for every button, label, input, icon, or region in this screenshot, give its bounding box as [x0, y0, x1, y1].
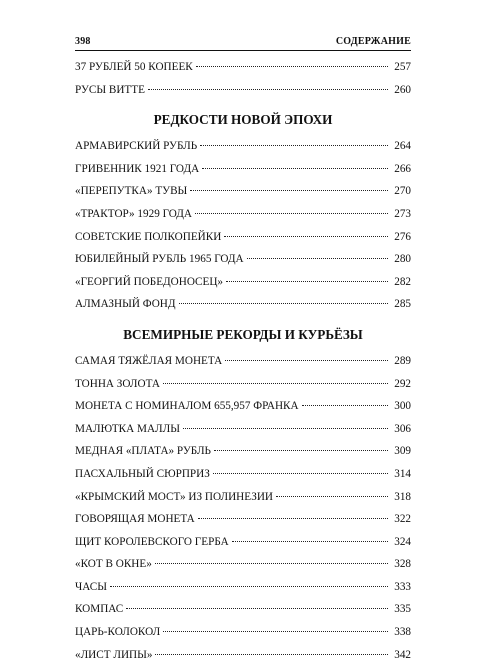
toc-entry [75, 158, 411, 181]
toc-entry-page: 328 [394, 558, 411, 571]
dot-leader [163, 383, 388, 384]
toc-entry [75, 135, 411, 158]
toc-entry-title: МАЛЮТКА МАЛЛЫ [75, 422, 180, 435]
toc-entry-title: «ГЕОРГИЙ ПОБЕДОНОСЕЦ» [75, 275, 224, 288]
toc-entry-title: «ПЕРЕПУТКА» ТУВЫ [75, 185, 188, 198]
toc-entry [75, 373, 411, 396]
toc-entry-page: 273 [394, 207, 411, 220]
toc-entry [75, 531, 411, 554]
toc-entry-page: 338 [394, 626, 411, 639]
toc-entry [75, 576, 411, 599]
toc-entry [75, 293, 411, 316]
toc-entry-page: 322 [394, 513, 411, 526]
dot-leader [163, 631, 388, 632]
dot-leader [148, 89, 388, 90]
toc-entry [75, 621, 411, 644]
dot-leader [155, 654, 388, 655]
toc-entry-page: 285 [394, 298, 411, 311]
toc-entry [75, 553, 411, 576]
dot-leader [200, 145, 388, 146]
dot-leader [225, 360, 388, 361]
toc-entry-page: 280 [394, 253, 411, 266]
toc-entry-title: ГРИВЕННИК 1921 ГОДА [75, 162, 200, 175]
dot-leader [183, 428, 388, 429]
toc-entry [75, 508, 411, 531]
toc-entry-title: РУСЫ ВИТТЕ [75, 83, 145, 96]
table-of-contents [75, 56, 411, 666]
toc-entry-page: 318 [394, 490, 411, 503]
toc-entry-title: СОВЕТСКИЕ ПОЛКОПЕЙКИ [75, 230, 222, 243]
dot-leader [302, 405, 388, 406]
toc-entry [75, 248, 411, 271]
toc-entry-title: «ЛИСТ ЛИПЫ» [75, 648, 153, 661]
toc-entry-title: АРМАВИРСКИЙ РУБЛЬ [75, 140, 198, 153]
running-title: СОДЕРЖАНИЕ [335, 36, 411, 47]
toc-entry-title: 37 РУБЛЕЙ 50 КОПЕЕК [75, 61, 193, 73]
dot-leader [196, 66, 388, 67]
dot-leader [179, 303, 389, 304]
toc-entry-title: «ТРАКТОР» 1929 ГОДА [75, 207, 193, 220]
toc-entry [75, 644, 411, 666]
toc-entry-page: 264 [394, 140, 411, 153]
toc-entry-page: 276 [394, 230, 411, 243]
toc-entry-page: 309 [394, 445, 411, 458]
toc-entry-title: ЮБИЛЕЙНЫЙ РУБЛЬ 1965 ГОДА [75, 253, 244, 266]
section-heading: РЕДКОСТИ НОВОЙ ЭПОХИ [153, 112, 333, 128]
toc-entry-title: ЩИТ КОРОЛЕВСКОГО ГЕРБА [75, 535, 229, 548]
toc-entry-page: 282 [394, 275, 411, 288]
toc-entry [75, 180, 411, 203]
dot-leader [224, 236, 388, 237]
toc-entry-title: ГОВОРЯЩАЯ МОНЕТА [75, 513, 195, 526]
dot-leader [126, 608, 388, 609]
dot-leader [202, 168, 388, 169]
toc-entry-page: 314 [394, 467, 411, 480]
toc-entry-title: АЛМАЗНЫЙ ФОНД [75, 298, 176, 311]
toc-entry-page: 270 [394, 185, 411, 198]
toc-entry-page: 342 [394, 648, 411, 661]
toc-entry-title: КОМПАС [75, 603, 124, 616]
dot-leader [198, 518, 388, 519]
toc-entry [75, 350, 411, 373]
toc-entry-title: ПАСХАЛЬНЫЙ СЮРПРИЗ [75, 467, 210, 480]
toc-entry [75, 440, 411, 463]
toc-entry-title: ТОННА ЗОЛОТА [75, 377, 160, 390]
toc-entry-page: 324 [394, 535, 411, 548]
dot-leader [110, 586, 388, 587]
page-header [75, 36, 411, 47]
dot-leader [190, 190, 388, 191]
dot-leader [214, 450, 388, 451]
toc-entry-title: «КРЫМСКИЙ МОСТ» ИЗ ПОЛИНЕЗИИ [75, 490, 273, 503]
toc-entry [75, 418, 411, 441]
toc-entry-page: 266 [394, 162, 411, 175]
toc-entry-page: 257 [394, 61, 411, 73]
toc-entry [75, 486, 411, 509]
toc-entry-page: 333 [394, 580, 411, 593]
toc-entry [75, 395, 411, 418]
dot-leader [213, 473, 388, 474]
dot-leader [195, 213, 388, 214]
toc-entry-title: САМАЯ ТЯЖЁЛАЯ МОНЕТА [75, 354, 223, 367]
dot-leader [232, 541, 388, 542]
toc-entry-title: ЦАРЬ-КОЛОКОЛ [75, 626, 161, 639]
toc-entry-title: ЧАСЫ [75, 580, 108, 593]
section-heading: ВСЕМИРНЫЕ РЕКОРДЫ И КУРЬЁЗЫ [123, 326, 363, 342]
toc-entry-page: 306 [394, 422, 411, 435]
dot-leader [226, 281, 388, 282]
toc-entry [75, 463, 411, 486]
dot-leader [276, 496, 388, 497]
toc-entry [75, 56, 411, 79]
toc-entry [75, 226, 411, 249]
toc-entry-page: 292 [394, 377, 411, 390]
page-number: 398 [75, 36, 91, 47]
toc-entry [75, 79, 411, 102]
header-rule [75, 50, 411, 51]
toc-entry [75, 271, 411, 294]
dot-leader [247, 258, 388, 259]
toc-entry-page: 335 [394, 603, 411, 616]
toc-entry-title: «КОТ В ОКНЕ» [75, 558, 152, 571]
toc-entry-title: МЕДНАЯ «ПЛАТА» РУБЛЬ [75, 445, 211, 458]
toc-entry [75, 598, 411, 621]
toc-entry [75, 203, 411, 226]
toc-entry-page: 300 [394, 400, 411, 413]
toc-entry-title: МОНЕТА С НОМИНАЛОМ 655,957 ФРАНКА [75, 400, 299, 413]
dot-leader [155, 563, 388, 564]
toc-entry-page: 289 [394, 354, 411, 367]
toc-entry-page: 260 [394, 83, 411, 96]
